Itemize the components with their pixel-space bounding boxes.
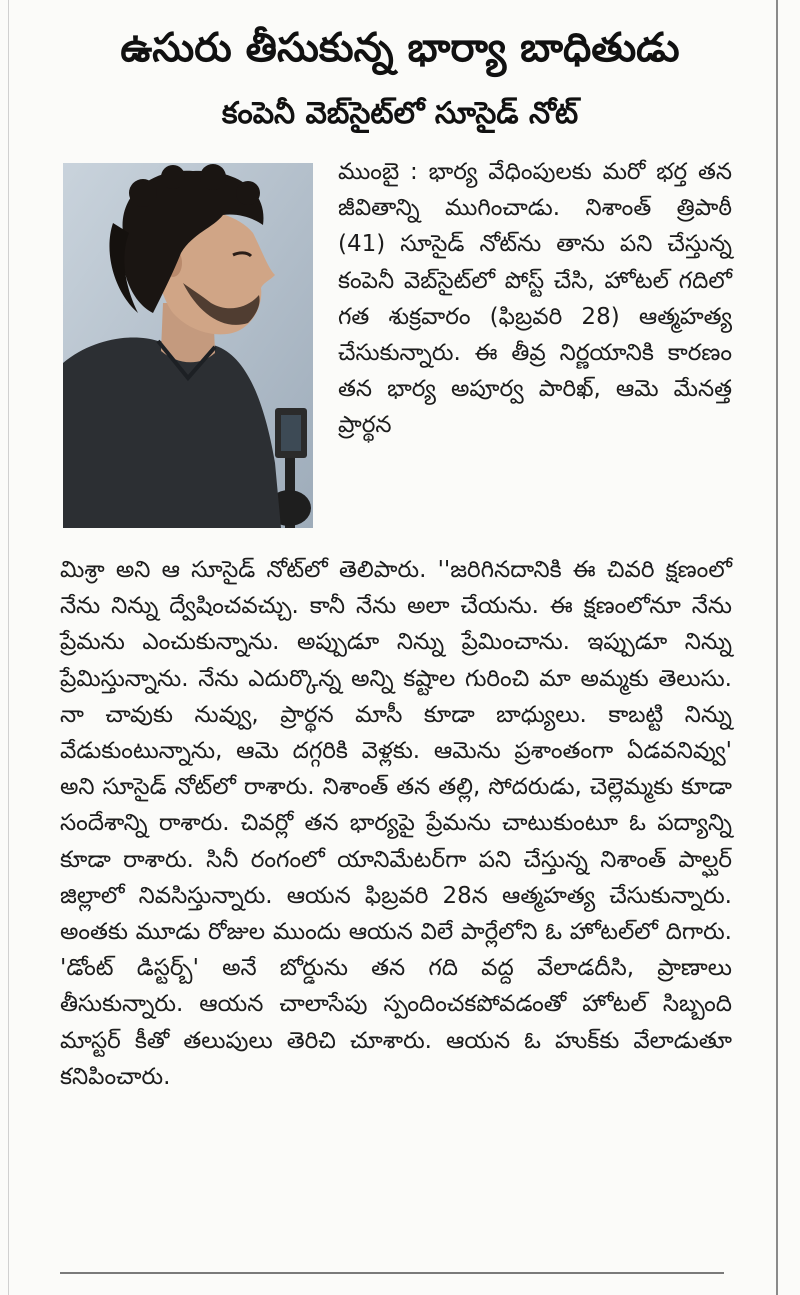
- right-column-rule: [776, 0, 778, 1295]
- article-body-text: మిశ్రా అని ఆ సూసైడ్ నోట్‌లో తెలిపారు. ''జరిగినదానికి ఈ చివరి క్షణంలో నేను నిన్ను ద్వేషించవచ్చు. కానీ నేను అలా చేయను. ఈ క్షణంలోనూ నేను ప్రేమను ఎంచుకున్నాను. అప్పుడూ నిన్ను ప్రేమించాను. ఇప్పుడూ నిన్ను ప్రేమిస్తున్నాను. నేను ఎదుర్కొన్న అన్ని కష్టాల గురించి మా అమ్మకు తెలుసు. నా చావుకు నువ్వు, ప్రార్థన మాసీ కూడా బాధ్యులు. కాబట్టి నిన్ను వేడుకుంటున్నాను, ఆమె దగ్గరికి వెళ్లకు. ఆమెను ప్రశాంతంగా ఏడవనివ్వు' అని సూసైడ్ నోట్‌లో రాశారు. నిశాంత్ తన తల్లి, సోదరుడు, చెల్లెమ్మకు కూడా సందేశాన్ని రాశారు. చివర్లో తన భార్యపై ప్రేమను చాటుకుంటూ ఓ పద్యాన్ని కూడా రాశారు. సినీ రంగంలో యానిమేటర్‌గా పని చేస్తున్న నిశాంత్ పాల్ఘర్ జిల్లాలో నివసిస్తున్నారు. ఆయన ఫిబ్రవరి 28న ఆత్మహత్య చేసుకున్నారు. అంతకు మూడు రోజుల ముందు ఆయన విలే పార్లేలోని ఓ హోటల్‌లో దిగారు. 'డోంట్ డిస్టర్బ్' అనే బోర్డును తన గది వద్ద వేలాడదీసి, ప్రాణాలు తీసుకున్నారు. ఆయన చాలాసేపు స్పందించకపోవడంతో హోటల్ సిబ్బంది మాస్టర్ కీతో తలుపులు తెరిచి చూశారు. ఆయన ఓ హుక్‌కు వేలాడుతూ కనిపించారు.: [60, 557, 732, 1090]
- left-edge-rule: [8, 0, 9, 1295]
- article-column-text: ముంబై : భార్య వేధింపులకు మరో భర్త తన జీవితాన్ని ముగించాడు. నిశాంత్ త్రిపాఠీ (41) సూసైడ్ నోట్‌ను తాను పని చేస్తున్న కంపెనీ వెబ్‌సైట్‌లో పోస్ట్ చేసి, హోటల్ గదిలో గత శుక్రవారం (ఫిబ్రవరి 28) ఆత్మహత్య చేసుకున్నారు. ఈ తీవ్ర నిర్ణయానికి కారణం తన భార్య అపూర్వ పారిఖ్, ఆమె మేనత్త ప్రార్థన: [338, 159, 732, 439]
- bottom-rule: [60, 1272, 724, 1274]
- article-headline: ఉసురు తీసుకున్న భార్యా బాధితుడు: [120, 25, 680, 71]
- article-subheadline: కంపెనీ వెబ్‌సైట్‌లో సూసైడ్ నోట్: [221, 96, 579, 131]
- article-photo: [63, 163, 313, 528]
